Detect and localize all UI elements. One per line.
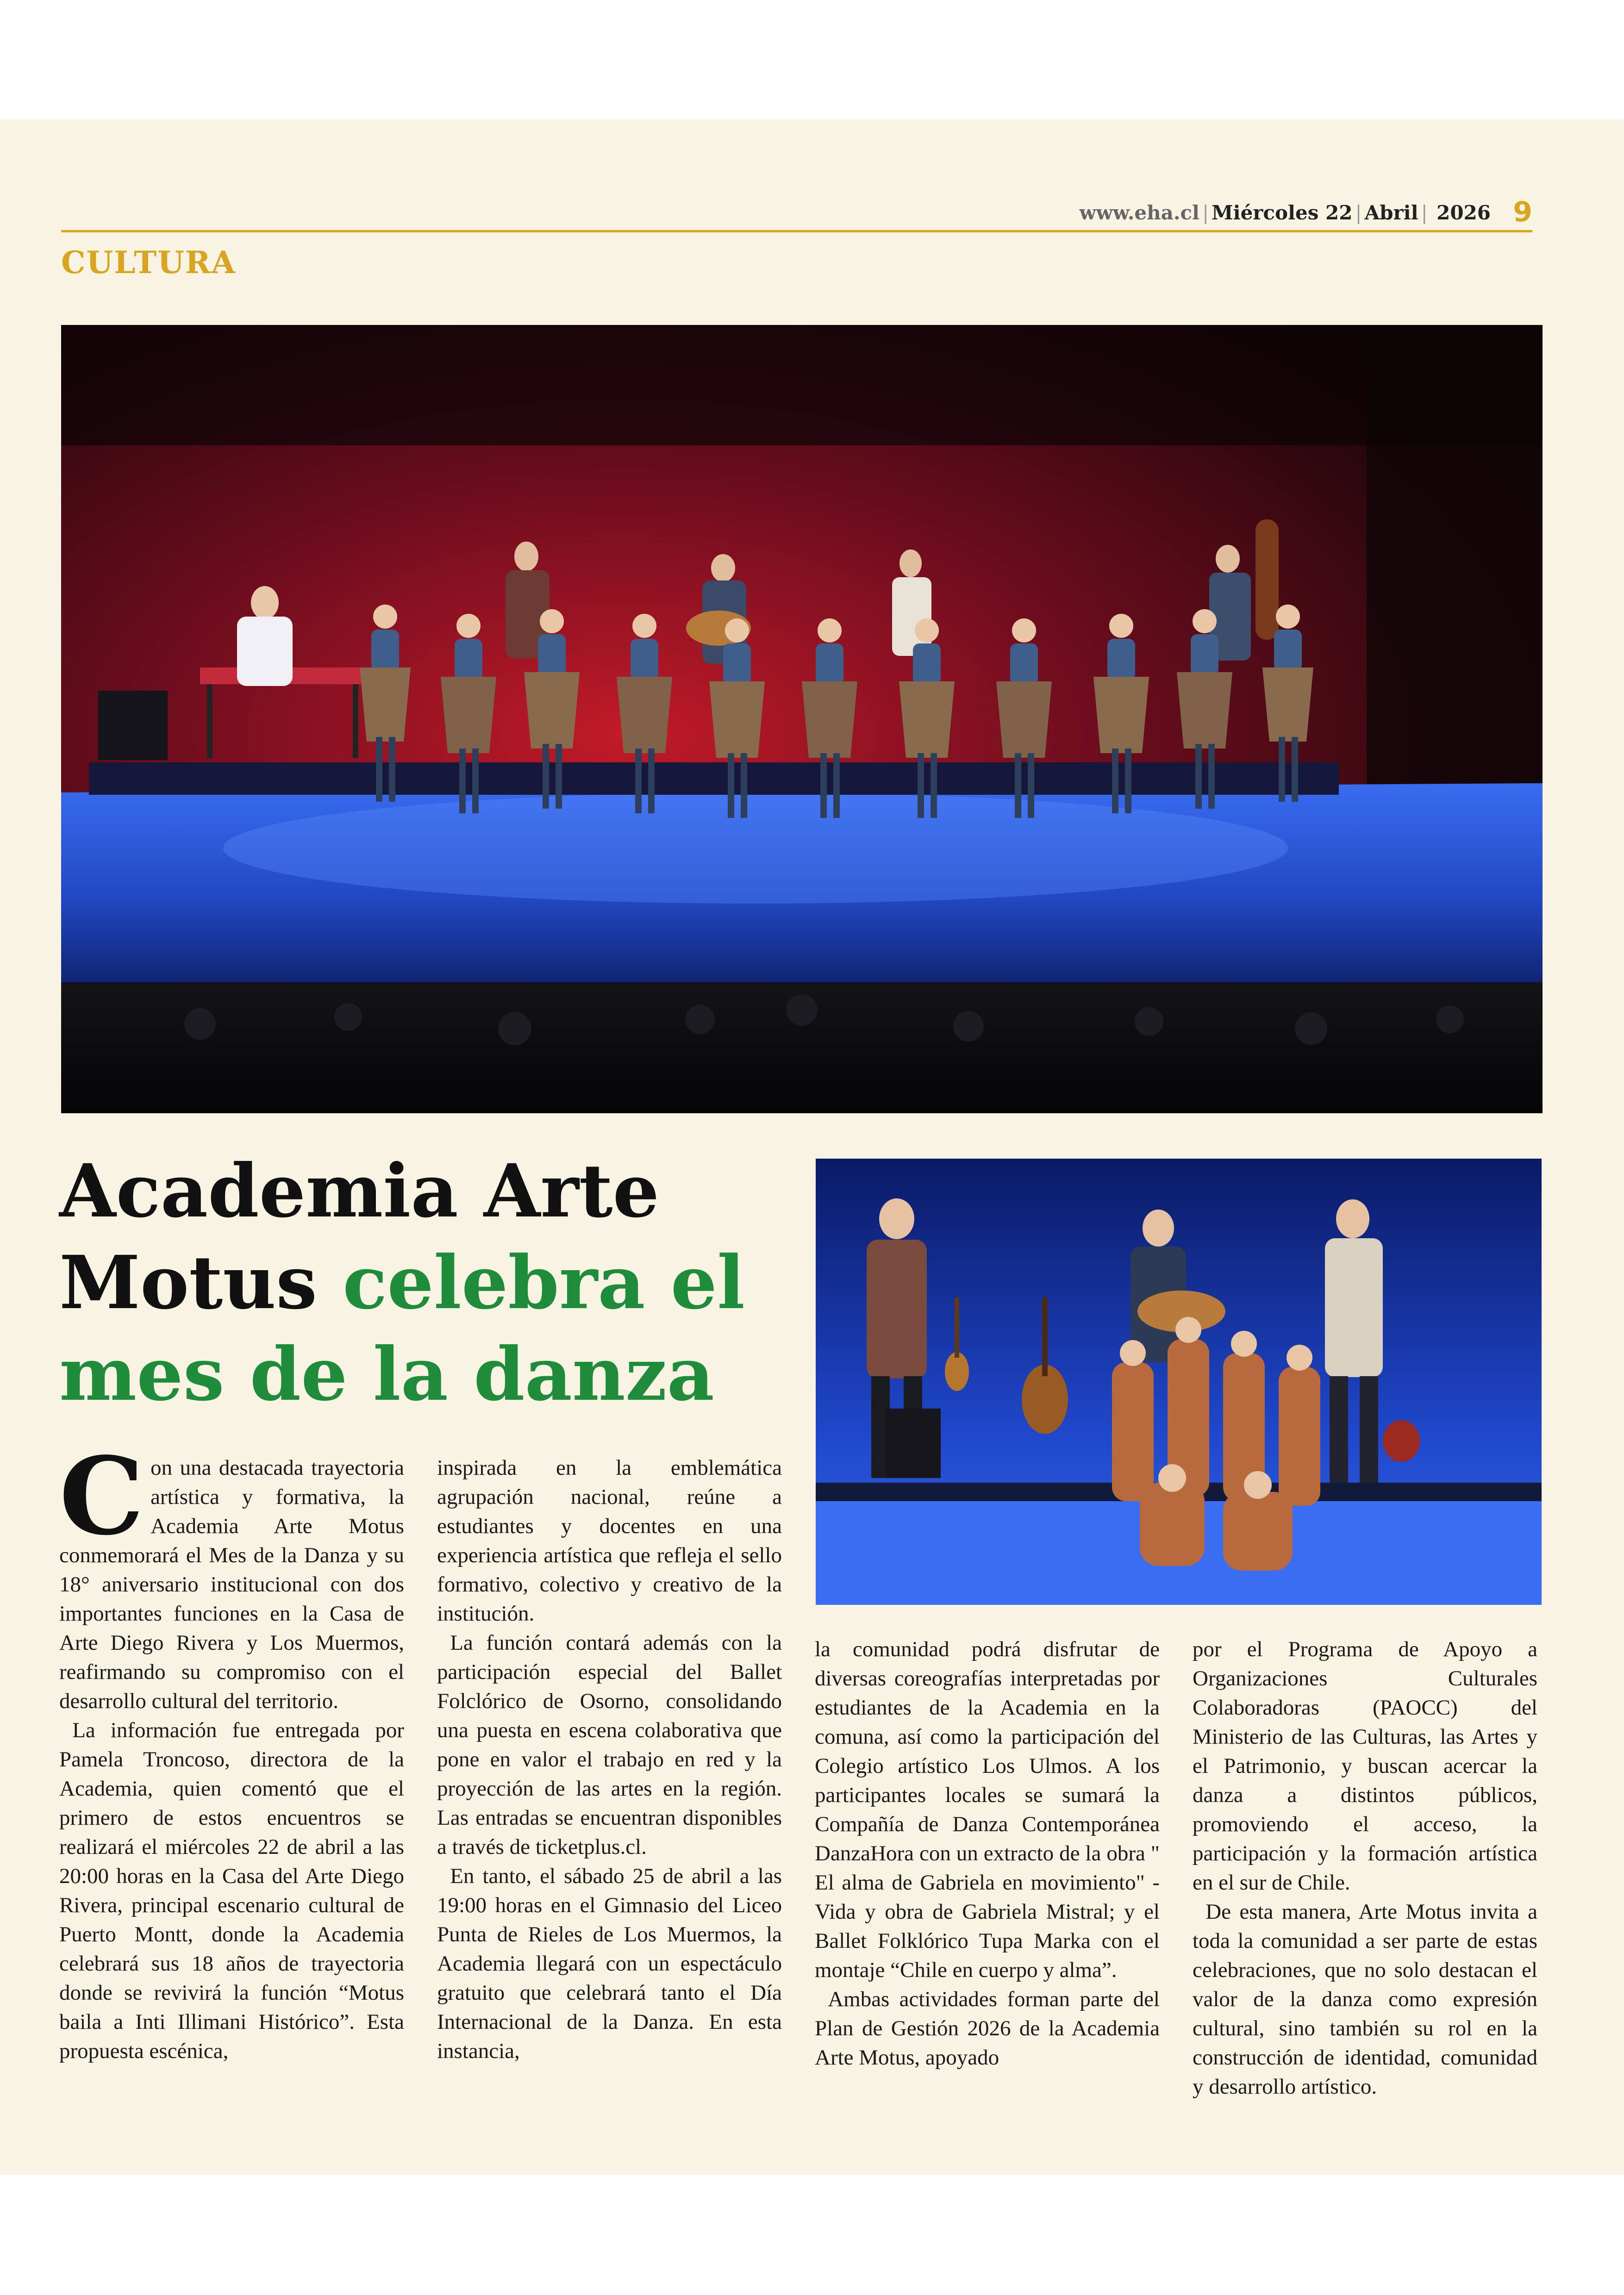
col2-paragraph-3: En tanto, el sábado 25 de abril a las 19:00 horas en el Gimnasio del Liceo Punta de Rieles de Los Muermos, la Academia llegará con un espectáculo gratuito que celebrará tanto el Día Internacional de la Danza. En esta instancia, xyxy=(437,1864,782,2063)
col2-paragraph-1: inspirada en la emblemática agrupación nacional, reúne a estudiantes y docentes en una experiencia artística que refleja el sello formativo, colectivo y creativo de la institución. xyxy=(437,1456,782,1626)
header-site: www.eha.cl xyxy=(1079,201,1199,224)
article-column-4 xyxy=(1193,1635,1537,2102)
headline xyxy=(59,1146,809,1421)
page-number: 9 xyxy=(1513,196,1532,228)
headline-green: celebra el mes de la danza xyxy=(59,1240,745,1417)
col4-paragraph-1: por el Programa de Apoyo a Organizaciones Culturales Colaboradoras (PAOCC) del Ministerio de las Culturas, las Artes y el Patrimonio, y buscan acercar la danza a distintos públicos, promoviendo el acceso, la participación y la formación artística en el sur de Chile. xyxy=(1193,1637,1537,1895)
col4-paragraph-2: De esta manera, Arte Motus invita a toda la comunidad a ser parte de estas celebraciones, que no solo destacan el valor de la danza como expresión cultural, sino también su rol en la construcción de identidad, comunidad y desarrollo artístico. xyxy=(1193,1900,1537,2099)
main-photo xyxy=(61,325,1543,1113)
header-date-line: www.eha.cl | Miércoles 22 | Abril | 2026 xyxy=(1079,201,1491,224)
article-column-1 xyxy=(59,1434,404,2066)
section-label: CULTURA xyxy=(61,244,236,281)
col1-paragraph-2: La información fue entregada por Pamela Troncoso, directora de la Academia, quien comentó que el primero de estos encuentros se realizará el miércoles 22 de abril a las 20:00 horas en la Casa del Arte Diego Rivera, principal escenario cultural de Puerto Montt, donde la Academia celebrará sus 18 años de trayectoria donde se revivirá la función “Motus baila a Inti Illimani Histórico”. Esta propuesta escénica, xyxy=(59,1718,404,2063)
col2-paragraph-2: La función contará además con la participación especial del Ballet Folclórico de Osorno, consolidando una puesta en escena colaborativa que pone en valor el trabajo en red y la proyección de las artes en la región. Las entradas se encuentran disponibles a través de ticketplus.cl. xyxy=(437,1631,782,1859)
article-column-2 xyxy=(437,1453,782,2066)
header-year: 2026 xyxy=(1437,201,1491,224)
col1-paragraph-1: on una destacada trayectoria artística y formativa, la Academia Arte Motus conmemorará el Mes de la Danza y su 18° aniversario institucional con dos importantes funciones en la Casa de Arte Diego Rivera y Los Muermos, reafirmando su compromiso con el desarrollo cultural del territorio. xyxy=(59,1456,404,1713)
col3-paragraph-2: Ambas actividades forman parte del Plan de Gestión 2026 de la Academia Arte Motus, apoyado xyxy=(815,1987,1160,2070)
drop-cap: C xyxy=(59,1434,144,1559)
headline-black: Academia Arte Motus xyxy=(59,1148,660,1326)
secondary-photo xyxy=(816,1159,1542,1605)
header-month: Abril xyxy=(1364,201,1418,224)
header-weekday-day: Miércoles 22 xyxy=(1212,201,1353,224)
col3-paragraph-1: la comunidad podrá disfrutar de diversas coreografías interpretadas por estudiantes de la Academia en la comuna, así como la participación del Colegio artístico Los Ulmos. A los participantes locales se sumará la Compañía de Danza Contemporánea DanzaHora con un extracto de la obra " El alma de Gabriela en movimiento" - Vida y obra de Gabriela Mistral; y el Ballet Folklórico Tupa Marka con el montaje “Chile en cuerpo y alma”. xyxy=(815,1637,1160,1982)
article-column-3 xyxy=(815,1635,1160,2072)
page-header xyxy=(61,198,1532,232)
